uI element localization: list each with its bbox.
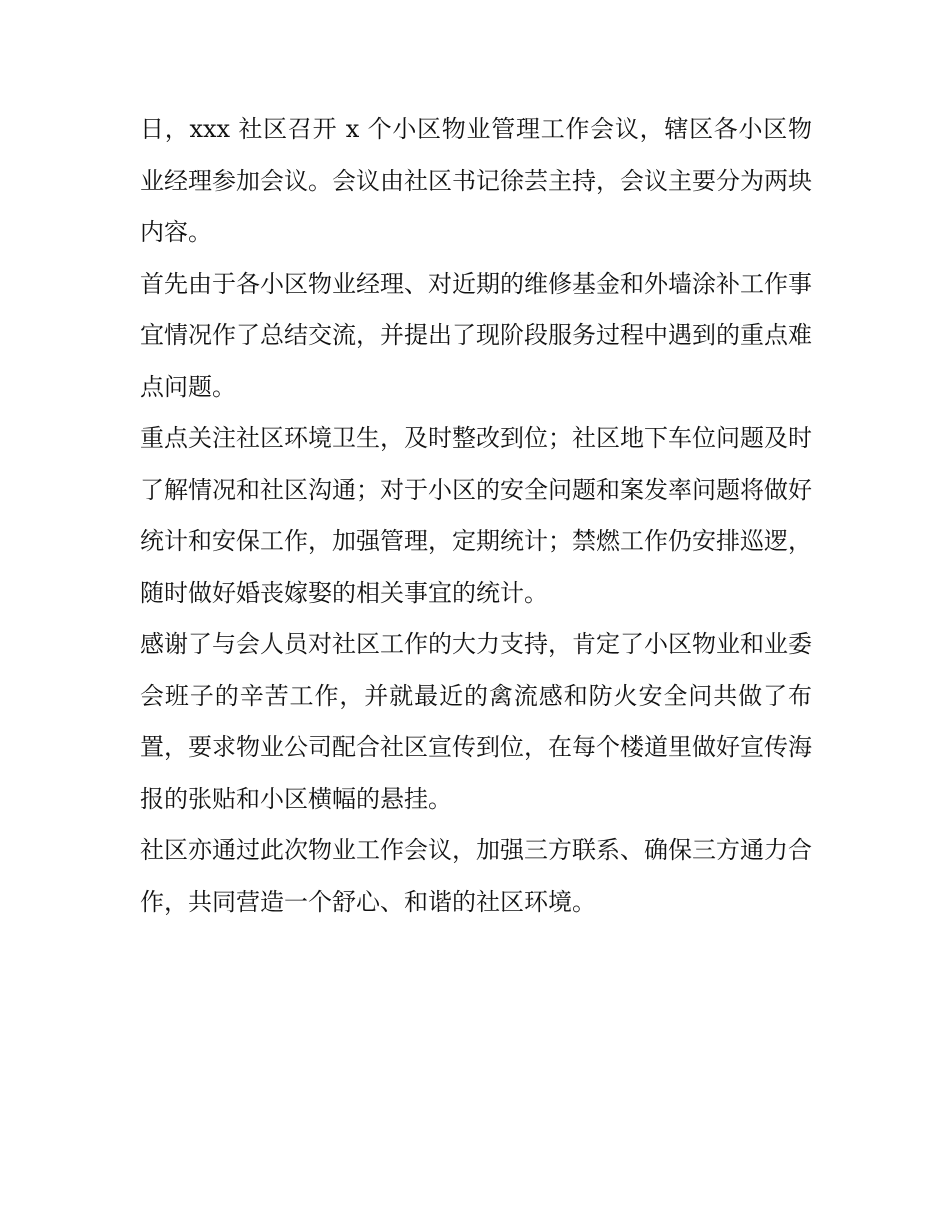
paragraph-thanks-and-requirements: 感谢了与会人员对社区工作的大力支持，肯定了小区物业和业委会班子的辛苦工作，并就最近的禽流感和防火安全问共做了布置，要求物业公司配合社区宣传到位，在每个楼道里做好宣传海报的张贴和小区横幅的悬挂。 <box>140 630 812 813</box>
document-body <box>140 104 812 928</box>
paragraph-conclusion: 社区亦通过此次物业工作会议，加强三方联系、确保三方通力合作，共同营造一个舒心、和谐的社区环境。 <box>140 836 812 916</box>
paragraph-manager-summary: 首先由于各小区物业经理、对近期的维修基金和外墙涂补工作事宜情况作了总结交流，并提出了现阶段服务过程中遇到的重点难点问题。 <box>140 269 812 401</box>
paragraph-key-focus: 重点关注社区环境卫生，及时整改到位；社区地下车位问题及时了解情况和社区沟通；对于小区的安全问题和案发率问题将做好统计和安保工作，加强管理，定期统计；禁燃工作仍安排巡逻，随时做好婚丧嫁娶的相关事宜的统计。 <box>140 424 812 607</box>
paragraph-meeting-intro: 日，xxx 社区召开 x 个小区物业管理工作会议，辖区各小区物业经理参加会议。会议由社区书记徐芸主持，会议主要分为两块内容。 <box>140 115 812 246</box>
